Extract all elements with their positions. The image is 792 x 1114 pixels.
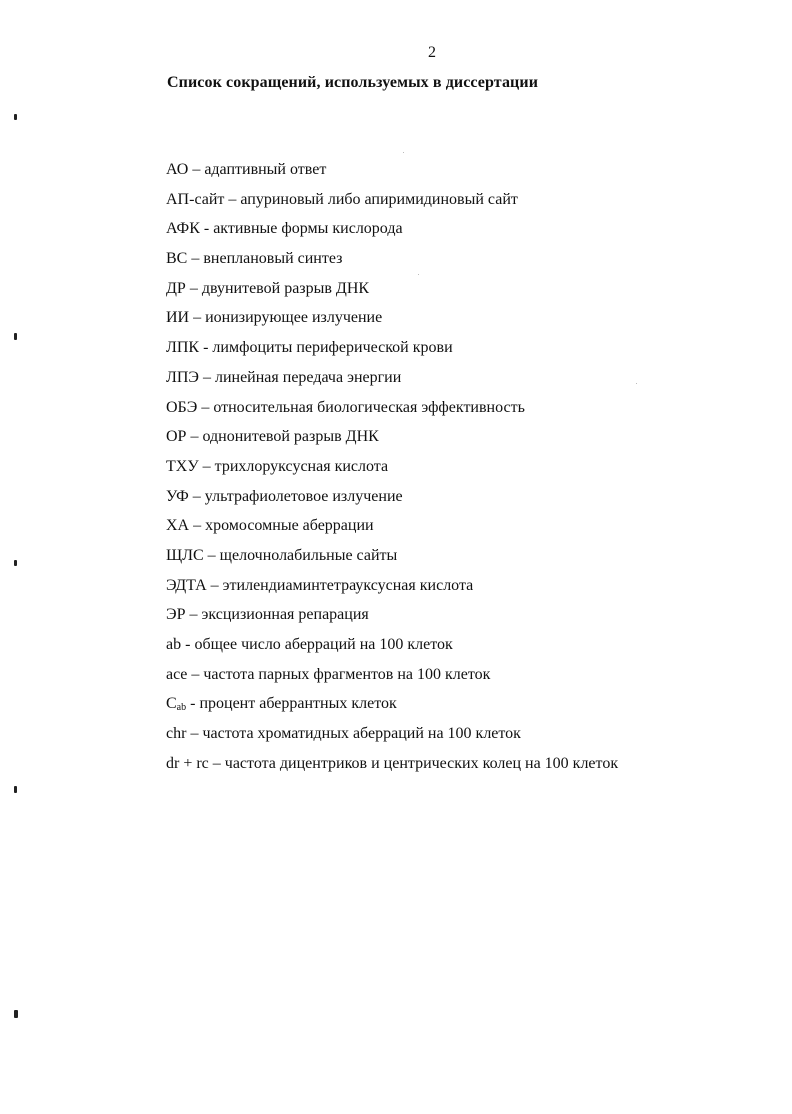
abbr-definition: лимфоциты периферической крови [212,339,453,357]
abbr-definition: однонитевой разрыв ДНК [202,428,379,446]
abbr-definition: линейная передача энергии [214,368,402,386]
abbr-term: АО [166,161,189,178]
abbr-separator: – [208,754,225,772]
abbr-term: ОР [166,428,187,446]
abbreviation-list [166,158,766,781]
binding-mark [14,560,17,566]
abbr-separator: – [188,161,205,178]
abbr-term: ЭДТА [166,576,207,594]
abbr-separator: – [203,546,220,564]
list-item [166,455,766,485]
abbr-definition: двунитевой разрыв ДНК [201,279,370,297]
abbr-definition: эксцизионная репарация [201,606,369,624]
abbr-definition: хромосомные аберрации [205,517,374,535]
list-item [166,603,766,633]
page-title: Список сокращений, используемых в диссертации [167,74,539,91]
abbr-separator: - [199,339,213,357]
abbr-separator: - [199,220,214,238]
list-item [166,396,766,426]
scan-speck [418,274,419,275]
list-item [166,574,766,604]
abbr-definition: общее число аберраций на 100 клеток [194,636,453,653]
abbr-definition: этилендиаминтетрауксусная кислота [222,576,474,594]
abbr-definition: ультрафиолетовое излучение [204,487,403,505]
list-item [166,663,766,693]
abbr-term: ace [166,665,188,683]
abbr-separator: – [197,398,214,416]
abbr-definition: внеплановый синтез [203,250,343,268]
abbr-term: ИИ [166,309,190,327]
abbr-separator: – [206,576,223,594]
abbr-term: ДР [166,279,186,297]
scan-speck [403,152,404,153]
abbr-separator: – [186,428,203,446]
binding-mark [14,114,17,120]
scan-speck [636,383,637,384]
list-item [166,306,766,336]
abbr-separator: – [224,190,241,208]
list-item [166,336,766,366]
abbr-separator: – [189,517,206,535]
abbr-separator: - [186,695,200,713]
abbr-definition: активные формы кислорода [213,220,403,238]
list-item [166,188,766,218]
abbr-term-subscript: ab [176,702,187,714]
list-item [166,247,766,277]
abbr-term: ЛПЭ [166,368,199,386]
abbr-term: ТХУ [166,457,199,475]
abbr-separator: – [187,665,204,683]
abbr-term: ЛПК [166,339,200,357]
abbr-definition: частота дицентриков и центрических колец на 100 клеток [224,754,619,772]
abbr-term: chr [166,725,187,743]
abbr-definition: трихлоруксусная кислота [214,457,389,475]
abbr-term: dr + rc [166,754,209,772]
abbr-definition: процент аберрантных клеток [199,695,397,713]
abbr-term: ХА [166,517,190,535]
abbr-separator: – [187,250,204,268]
abbr-definition: апуриновый либо апиримидиновый сайт [240,190,518,208]
abbr-term: ВС [166,250,188,268]
abbr-separator: – [189,309,206,327]
abbr-term: C [166,695,177,713]
list-item [166,514,766,544]
abbr-term: ОБЭ [166,398,198,416]
abbr-definition: частота хроматидных аберраций на 100 клеток [202,725,521,743]
list-item [166,485,766,515]
abbr-term: ЭР [166,606,186,624]
list-item [166,544,766,574]
binding-mark [14,333,17,340]
list-item [166,722,766,752]
abbr-separator: – [185,606,202,624]
list-item [166,277,766,307]
abbr-definition: относительная биологическая эффективность [213,398,525,416]
abbr-definition: частота парных фрагментов на 100 клеток [203,665,491,683]
binding-mark [14,1010,18,1018]
abbr-term: ЩЛС [166,546,204,564]
abbr-term: УФ [166,487,189,505]
abbr-separator: – [188,487,205,505]
abbr-term: ab [166,636,182,653]
abbr-definition: щелочнолабильные сайты [219,546,398,564]
list-item [166,217,766,247]
list-item [166,752,766,782]
abbr-term: АП-сайт [166,190,225,208]
abbr-separator: - [181,636,195,653]
page-number: 2 [428,44,436,61]
abbr-term: АФК [166,220,200,238]
abbr-definition: ионизирующее излучение [205,309,383,327]
abbr-separator: – [185,279,202,297]
list-item [166,633,766,663]
list-item [166,692,766,722]
list-item [166,425,766,455]
abbr-separator: – [186,725,203,743]
binding-mark [14,786,17,793]
abbr-definition: адаптивный ответ [204,161,327,178]
list-item [166,366,766,396]
abbr-separator: – [198,457,215,475]
abbr-separator: – [198,368,215,386]
list-item [166,158,766,188]
